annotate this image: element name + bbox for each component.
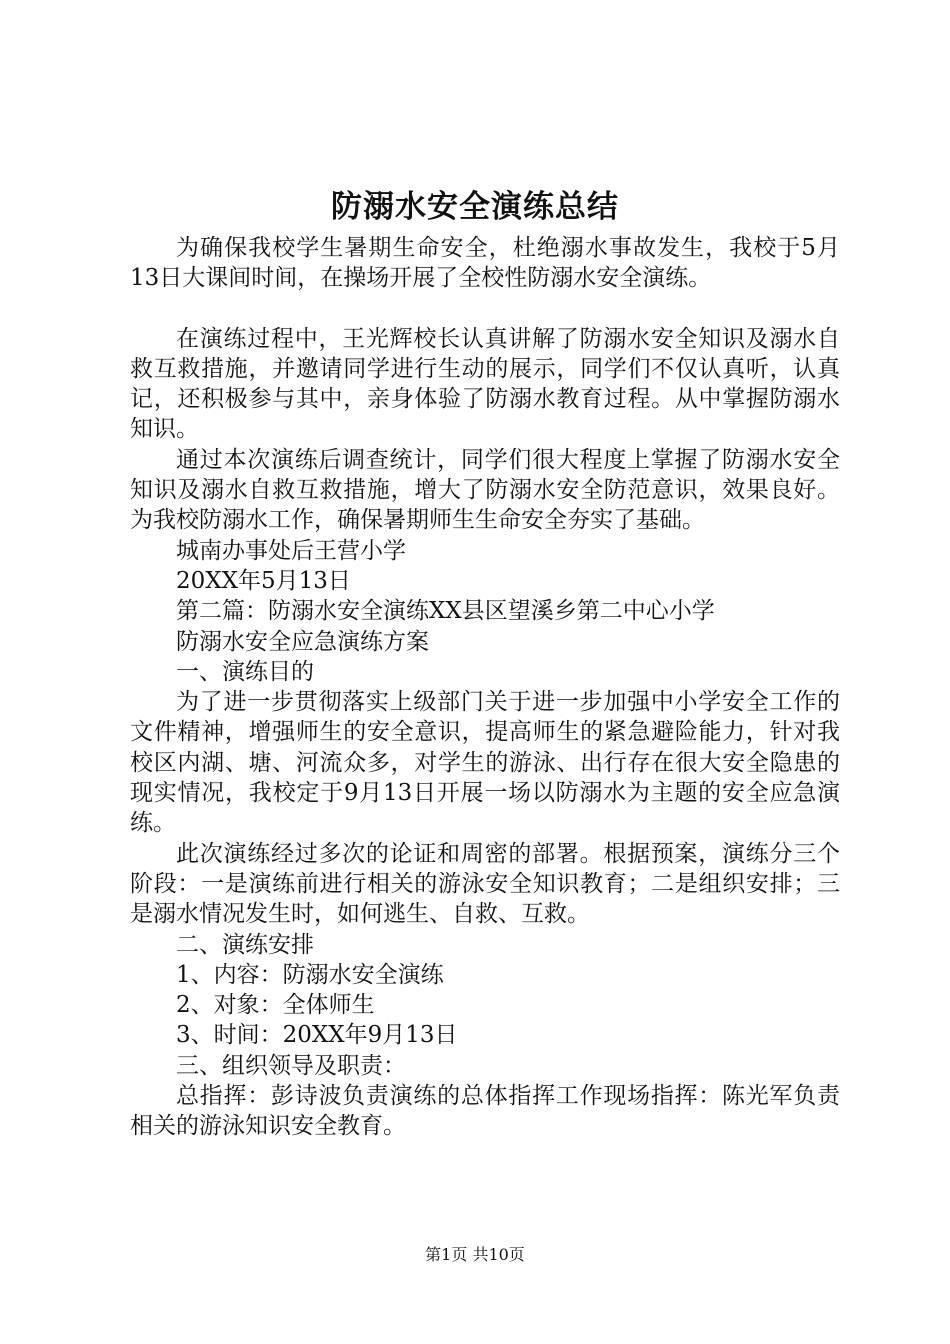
document-title: 防溺水安全演练总结 [331,189,619,225]
paragraph-spacer [130,294,840,324]
heading-purpose: 一、演练目的 [176,658,314,685]
signature-date: 20XX年5月13日 [176,567,351,594]
paragraph-purpose: 为了进一步贯彻落实上级部门关于进一步加强中小学安全工作的文件精神，增强师生的安全意识，提高师生的紧急避险能力，针对我校区内湖、塘、河流众多，对学生的游泳、出行存在很大安全隐患的现实情况，我校定于9月13日开展一场以防溺水为主题的安全应急演练。 [130,689,840,837]
document-body [130,233,840,1142]
paragraph-stages: 此次演练经过多次的论证和周密的部署。根据预案，演练分三个阶段：一是演练前进行相关的游泳安全知识教育；二是组织安排；三是溺水情况发生时，如何逃生、自救、互救。 [130,840,840,928]
plan-title: 防溺水安全应急演练方案 [176,628,429,655]
signature-school: 城南办事处后王营小学 [176,537,406,564]
heading-arrangement: 二、演练安排 [176,931,314,958]
heading-organization: 三、组织领导及职责： [176,1052,406,1079]
page-footer: 第1页 共10页 [425,1245,525,1264]
paragraph-intro: 为确保我校学生暑期生命安全，杜绝溺水事故发生，我校于5月13日大课间时间，在操场开展了全校性防溺水安全演练。 [130,235,840,292]
paragraph-result: 通过本次演练后调查统计，同学们很大程度上掌握了防溺水安全知识及溺水自救互救措施，增大了防溺水安全防范意识，效果良好。为我校防溺水工作，确保暑期师生生命安全夯实了基础。 [130,446,840,534]
section-second-title: 第二篇：防溺水安全演练XX县区望溪乡第二中心小学 [176,598,715,625]
arrangement-content: 1、内容：防溺水安全演练 [176,961,444,988]
paragraph-commander: 总指挥：彭诗波负责演练的总体指挥工作现场指挥：陈光军负责相关的游泳知识安全教育。 [130,1083,840,1140]
paragraph-process: 在演练过程中，王光辉校长认真讲解了防溺水安全知识及溺水自救互救措施，并邀请同学进行生动的展示，同学们不仅认真听，认真记，还积极参与其中，亲身体验了防溺水教育过程。从中掌握防溺水知识。 [130,325,840,443]
arrangement-target: 2、对象：全体师生 [176,992,375,1019]
arrangement-time: 3、时间：20XX年9月13日 [176,1022,458,1049]
